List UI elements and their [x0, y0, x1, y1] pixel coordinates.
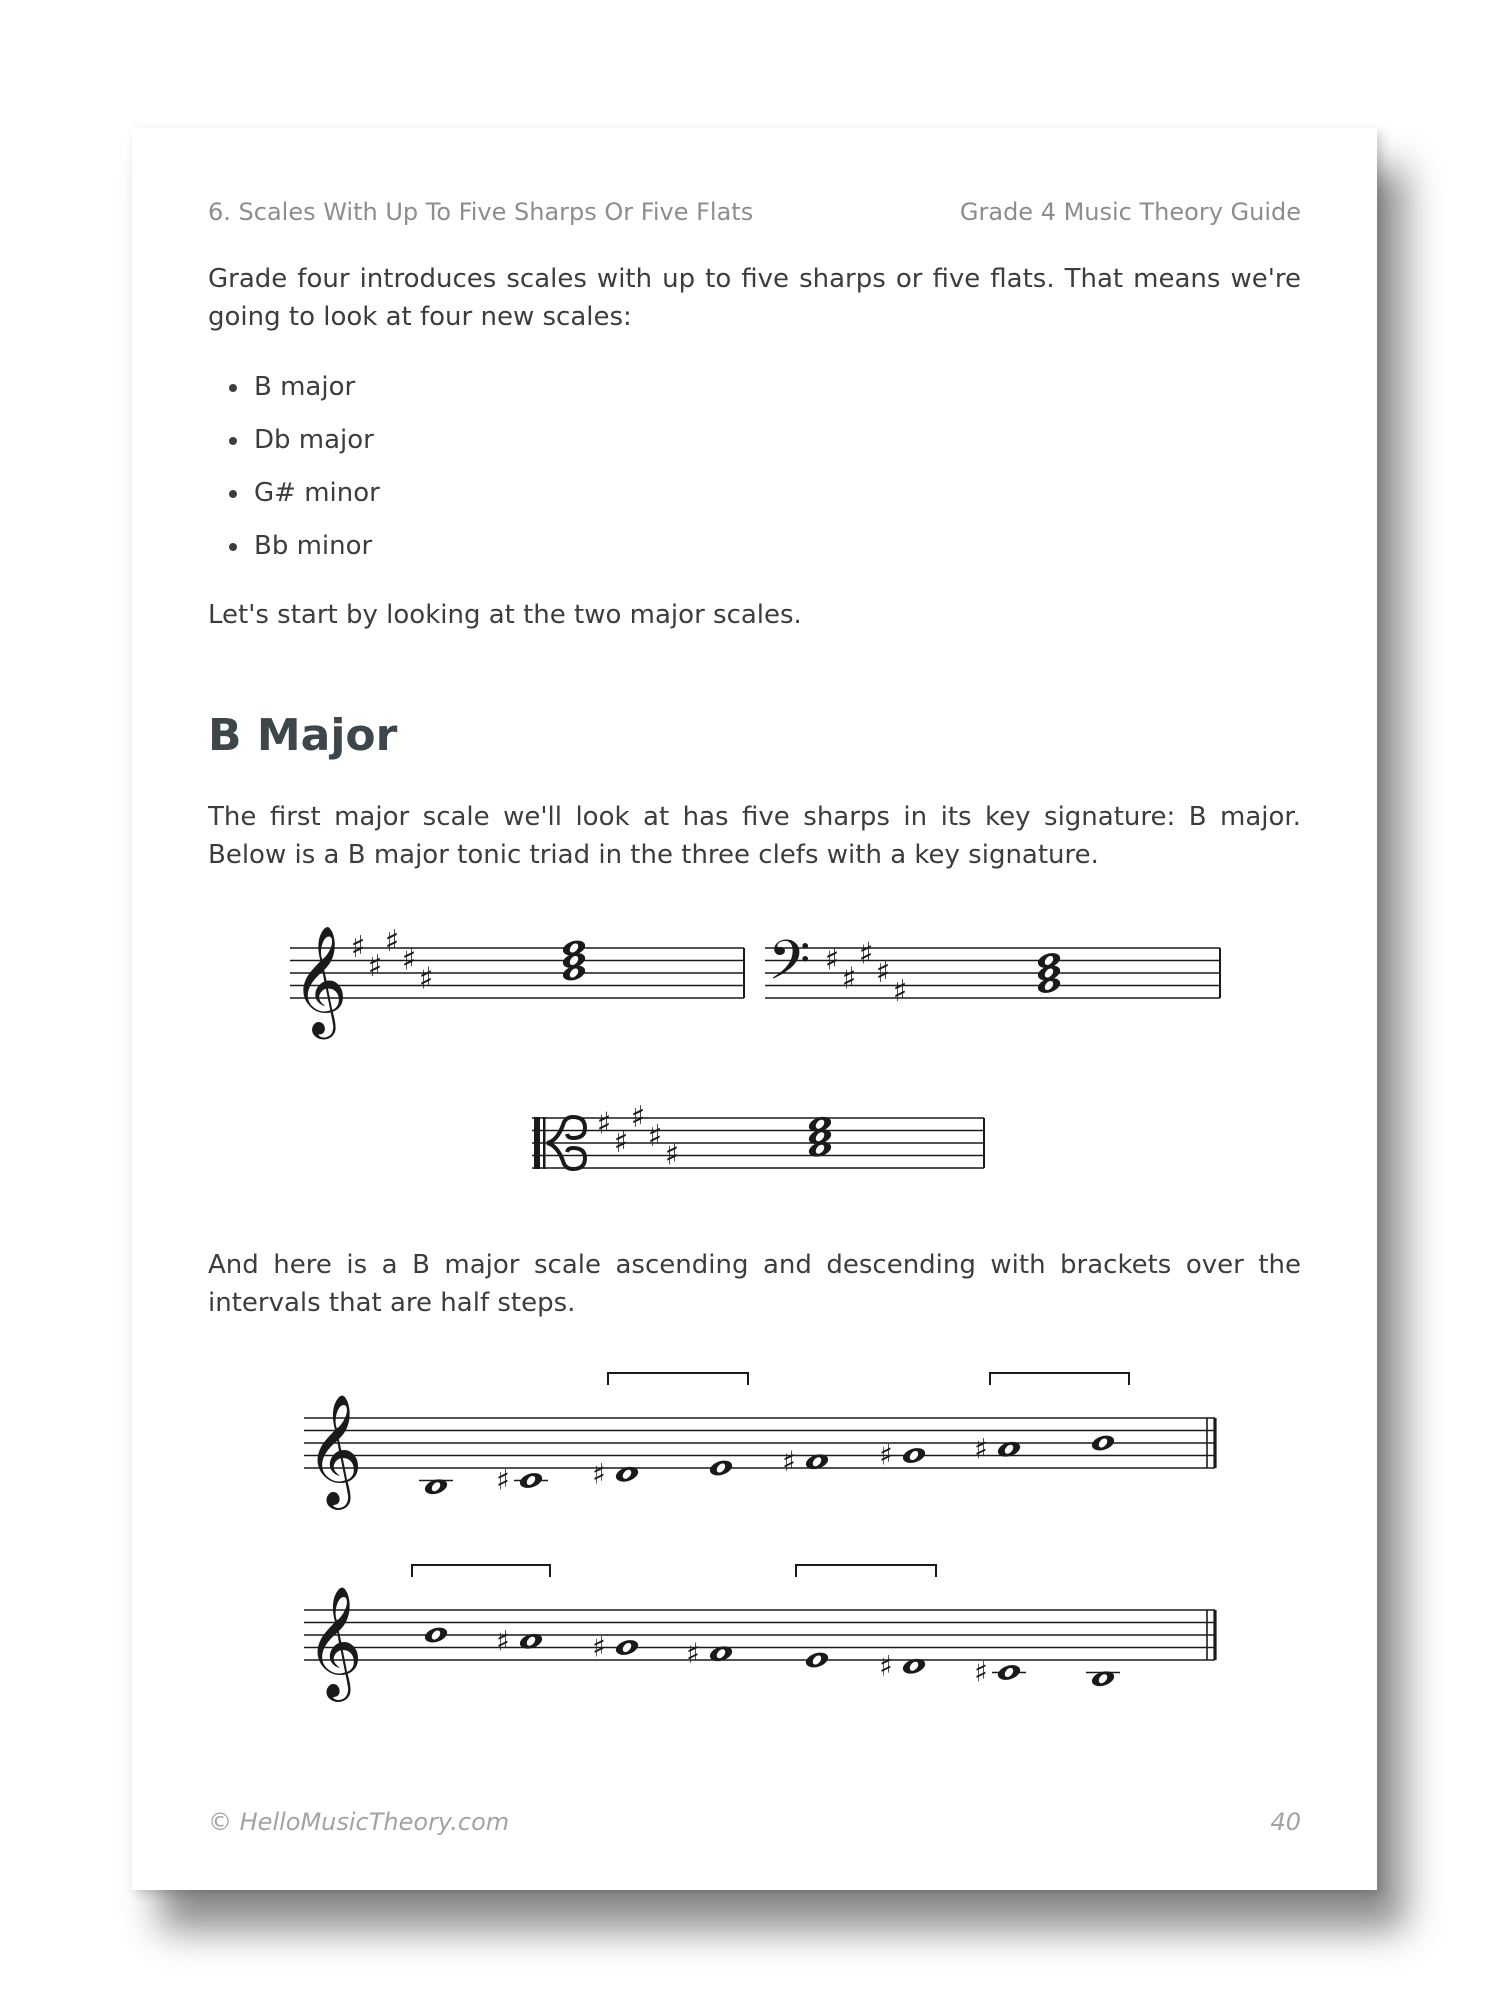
list-item: B major: [254, 368, 380, 421]
sharp-icon: ♯: [418, 961, 434, 997]
sharp-icon: ♯: [350, 930, 366, 965]
list-item: Db major: [254, 421, 380, 474]
sharp-icon: ♯: [892, 973, 908, 1009]
sharp-icon: ♯: [858, 936, 874, 972]
lead-in-paragraph: Let's start by looking at the two major scales.: [208, 600, 802, 630]
copyright-text: © HelloMusicTheory.com: [208, 1808, 510, 1836]
sharp-icon: ♯: [875, 955, 891, 990]
sharp-icon: ♯: [496, 1463, 510, 1497]
sharp-icon: ♯: [613, 1125, 629, 1160]
sharp-icon: ♯: [384, 923, 400, 959]
sharp-icon: ♯: [596, 1106, 612, 1142]
sharp-icon: ♯: [647, 1118, 663, 1154]
alto-clef-icon: [534, 1117, 540, 1169]
treble-clef-icon: 𝄞: [306, 1393, 363, 1505]
section-heading: B Major: [208, 710, 398, 761]
sharp-icon: ♯: [879, 1438, 893, 1472]
sharp-icon: ♯: [592, 1457, 606, 1491]
music-notation: [132, 128, 1377, 1890]
half-step-bracket: [412, 1565, 550, 1577]
list-item: Bb minor: [254, 527, 380, 580]
chapter-title: 6. Scales With Up To Five Sharps Or Five Flats: [208, 198, 754, 226]
sharp-icon: ♯: [879, 1649, 893, 1683]
list-item: G# minor: [254, 474, 380, 527]
sharp-icon: ♯: [664, 1137, 680, 1173]
scale-paragraph: And here is a B major scale ascending and descending with brackets over the intervals that are half steps.: [208, 1250, 1301, 1318]
intro-paragraph: Grade four introduces scales with up to five sharps or five flats. That means we're going to look at four new scales:: [208, 264, 1301, 332]
sharp-icon: ♯: [592, 1630, 606, 1664]
sharp-icon: ♯: [841, 961, 857, 997]
alto-clef-icon: [543, 1117, 546, 1169]
bass-clef-icon: 𝄢: [768, 928, 811, 1006]
sharp-icon: ♯: [630, 1100, 646, 1135]
half-step-bracket: [608, 1373, 748, 1385]
sharp-icon: ♯: [824, 942, 840, 978]
sharp-icon: ♯: [974, 1655, 988, 1689]
page-footer: [208, 1808, 1301, 1836]
half-step-bracket: [990, 1373, 1129, 1385]
sharp-icon: ♯: [496, 1624, 510, 1658]
document-page: [132, 128, 1377, 1890]
sharp-icon: ♯: [974, 1432, 988, 1466]
treble-clef-icon: 𝄞: [292, 926, 348, 1035]
sharp-icon: ♯: [782, 1444, 796, 1478]
book-title: Grade 4 Music Theory Guide: [959, 198, 1301, 226]
sharp-icon: ♯: [686, 1636, 700, 1670]
half-step-bracket: [796, 1565, 936, 1577]
triad-paragraph: The first major scale we'll look at has five sharps in its key signature: B major. Below is a B major tonic triad in the three clefs with a key signature.: [208, 802, 1301, 870]
treble-clef-icon: 𝄞: [306, 1585, 363, 1697]
page-number: 40: [1270, 1808, 1301, 1836]
sharp-icon: ♯: [401, 942, 417, 978]
sharp-icon: ♯: [367, 948, 383, 984]
